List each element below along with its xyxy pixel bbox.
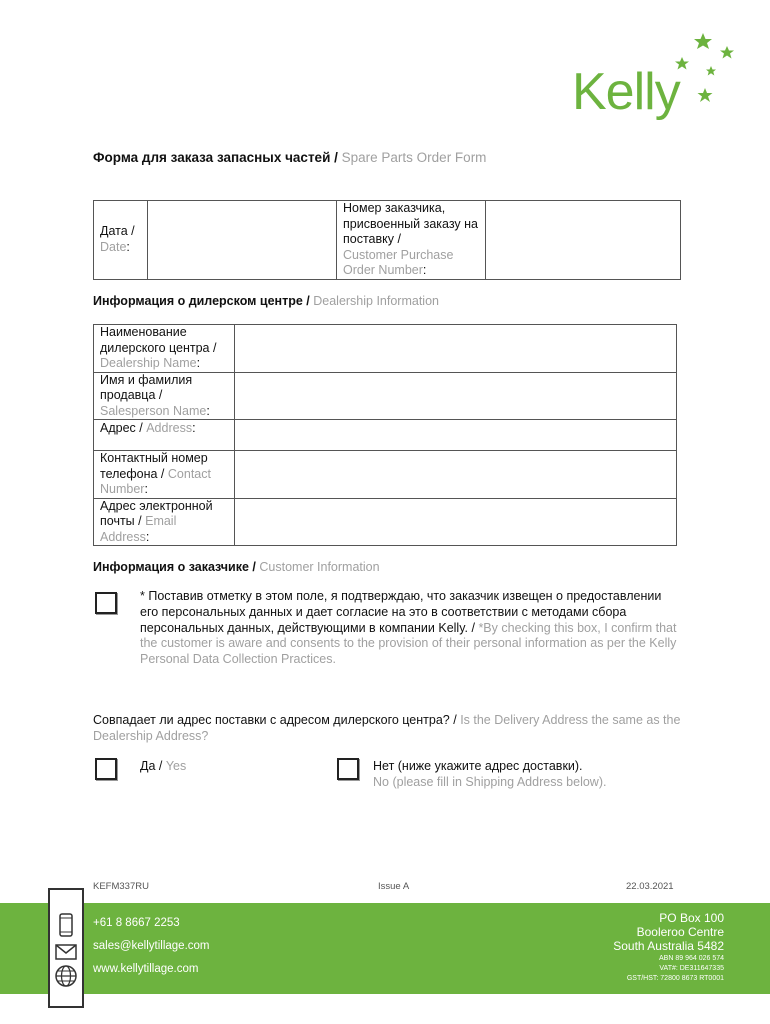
date-label: Дата / Date: <box>94 201 148 280</box>
footer-website[interactable]: www.kellytillage.com <box>93 963 199 975</box>
dealer-table <box>93 324 677 546</box>
salesperson-label: Имя и фамилия продавца / Salesperson Name: <box>94 372 235 420</box>
order-table <box>93 200 681 280</box>
po-field[interactable] <box>486 201 681 280</box>
no-label: Нет (ниже укажите адрес доставки). No (please fill in Shipping Address below). <box>373 759 607 789</box>
salesperson-field[interactable] <box>235 372 677 420</box>
contact-icon-box <box>48 888 84 1008</box>
dealer-name-field[interactable] <box>235 325 677 373</box>
footer-po-box: PO Box 100 <box>659 911 724 925</box>
yes-checkbox[interactable] <box>95 758 117 780</box>
date-field[interactable] <box>148 201 337 280</box>
contact-number-field[interactable] <box>235 451 677 499</box>
dealer-name-label: Наименование дилерского центра / Dealership Name: <box>94 325 235 373</box>
form-code: KEFM337RU <box>93 881 149 892</box>
email-label: Адрес электронной почты / Email Address: <box>94 498 235 546</box>
globe-icon <box>50 960 82 992</box>
footer-email[interactable]: sales@kellytillage.com <box>93 940 210 952</box>
address-field[interactable] <box>235 420 677 451</box>
issue-date: 22.03.2021 <box>626 881 674 892</box>
email-field[interactable] <box>235 498 677 546</box>
footer-phone: +61 8 8667 2253 <box>93 917 180 929</box>
contact-number-label: Контактный номер телефона / Contact Number: <box>94 451 235 499</box>
dealer-heading: Информация о дилерском центре / Dealership Information <box>93 294 439 308</box>
consent-text: * Поставив отметку в этом поле, я подтверждаю, что заказчик извещен о предоставлении его персональных данных и дает согласие на это в соответствии с методами сбора персональных данных, действующими в компании Kelly. / *By checking this box, I confirm that the customer is aware and consents to the provision of their personal information as per the Kelly Personal Data Collection Practices. <box>140 589 677 667</box>
delivery-question: Совпадает ли адрес поставки с адресом дилерского центра? / Is the Delivery Address the same as the Dealership Address? <box>93 713 681 743</box>
po-label: Номер заказчика, присвоенный заказу на поставку / Customer Purchase Order Number: <box>337 201 486 280</box>
customer-heading: Информация о заказчике / Customer Information <box>93 560 380 574</box>
footer-state: South Australia 5482 <box>613 939 724 953</box>
issue-label: Issue A <box>378 881 410 892</box>
footer-abn: ABN 89 964 026 574 <box>659 955 724 962</box>
no-checkbox[interactable] <box>337 758 359 780</box>
consent-checkbox[interactable] <box>95 592 117 614</box>
stars-icon <box>665 30 745 110</box>
footer-gst: GST/HST: 72800 8673 RT0001 <box>626 975 724 982</box>
footer-town: Booleroo Centre <box>636 925 724 939</box>
kelly-logo: Kelly <box>572 63 680 121</box>
footer-vat: VAT#: DE311647335 <box>659 965 724 972</box>
yes-label: Да / Yes <box>140 759 187 773</box>
address-label: Адрес / Address: <box>94 420 235 451</box>
form-title: Форма для заказа запасных частей / Spare Parts Order Form <box>93 150 487 165</box>
footer-band <box>0 903 770 994</box>
